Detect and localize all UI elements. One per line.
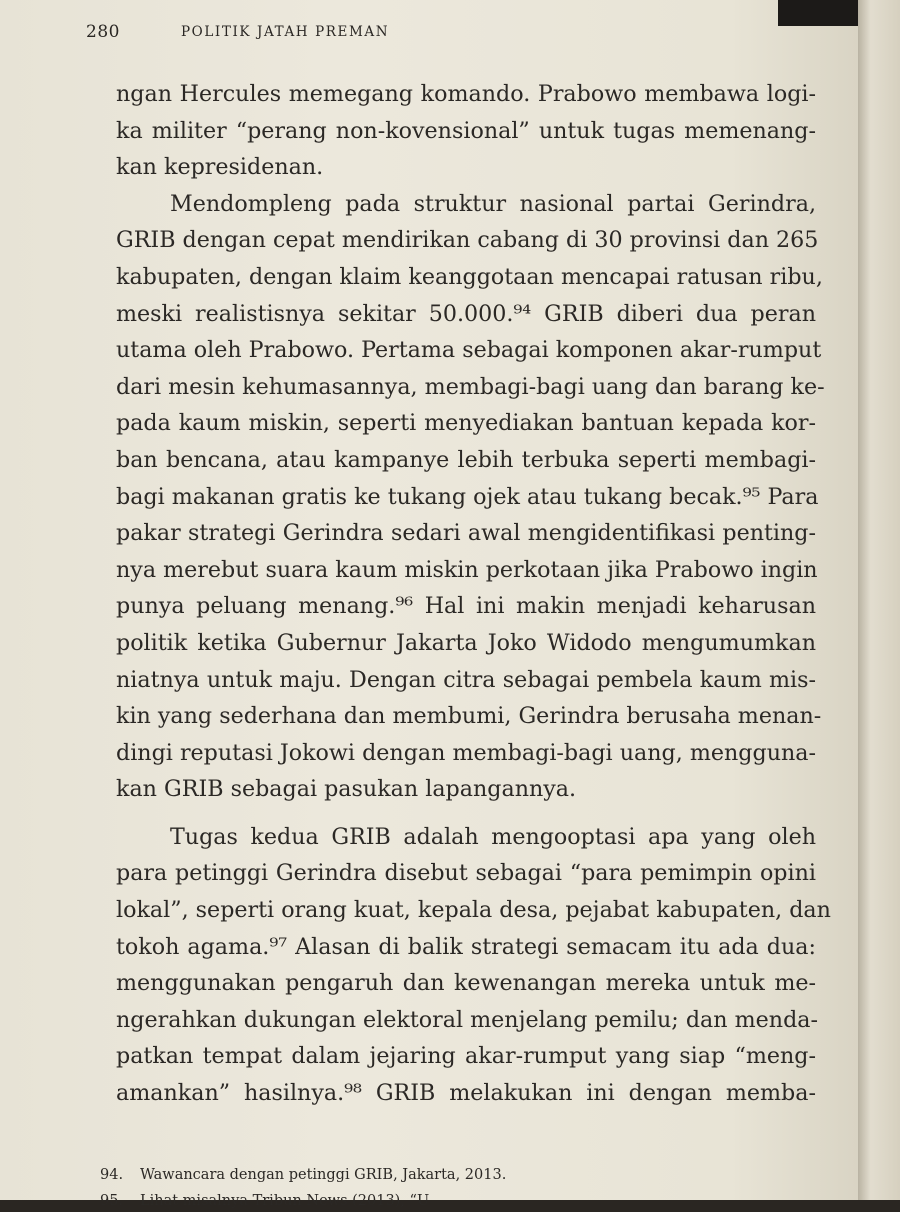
page-header xyxy=(86,20,646,50)
text-line: menggunakan pengaruh dan kewenangan mereka untuk me- xyxy=(116,970,816,997)
footnote-text: Lihat misalnya Tribun News (2013), “U xyxy=(140,1193,430,1209)
text-line: para petinggi Gerindra disebut sebagai “para pemimpin opini xyxy=(116,860,816,887)
text-line: kabupaten, dengan klaim keanggotaan mencapai ratusan ribu, xyxy=(116,263,823,290)
text-line: politik ketika Gubernur Jakarta Joko Widodo mengumumkan xyxy=(116,629,816,656)
text-line: punya peluang menang.⁹⁶ Hal ini makin menjadi keharusan xyxy=(116,593,816,620)
text-line: lokal”, seperti orang kuat, kepala desa, pejabat kabupaten, dan xyxy=(116,897,831,924)
text-line: kan kepresidenan. xyxy=(116,154,324,181)
text-line: tokoh agama.⁹⁷ Alasan di balik strategi semacam itu ada dua: xyxy=(116,933,816,960)
corner-shadow xyxy=(778,0,858,26)
text-line: Tugas kedua GRIB adalah mengooptasi apa yang oleh xyxy=(170,823,816,850)
footnote-number: 95. xyxy=(100,1193,124,1209)
footnote-number: 94. xyxy=(100,1167,124,1183)
text-line: ban bencana, atau kampanye lebih terbuka seperti membagi- xyxy=(116,446,816,473)
text-line: dingi reputasi Jokowi dengan membagi-bagi uang, mengguna- xyxy=(116,739,816,766)
footnote xyxy=(100,1164,800,1186)
page-number: 280 xyxy=(86,22,120,42)
text-line: pakar strategi Gerindra sedari awal mengidentifikasi penting- xyxy=(116,520,816,547)
footnotes xyxy=(100,1164,800,1212)
paragraph xyxy=(116,819,831,1112)
paragraph-gap xyxy=(116,808,816,819)
paragraph xyxy=(116,186,825,808)
text-line: utama oleh Prabowo. Pertama sebagai komponen akar-rumput xyxy=(116,337,822,364)
text-line: kan GRIB sebagai pasukan lapangannya. xyxy=(116,776,577,803)
paragraph xyxy=(116,76,816,186)
footnote-text: Wawancara dengan petinggi GRIB, Jakarta, 2013. xyxy=(140,1167,507,1183)
text-line: kin yang sederhana dan membumi, Gerindra berusaha menan- xyxy=(116,703,822,730)
text-line: pada kaum miskin, seperti menyediakan bantuan kepada kor- xyxy=(116,410,816,437)
body-text xyxy=(116,76,831,1112)
text-line: niatnya untuk maju. Dengan citra sebagai pembela kaum mis- xyxy=(116,666,816,693)
text-line: dari mesin kehumasannya, membagi-bagi uang dan barang ke- xyxy=(116,373,825,400)
text-line: bagi makanan gratis ke tukang ojek atau tukang becak.⁹⁵ Para xyxy=(116,483,819,510)
footnote xyxy=(100,1190,800,1212)
text-line: meski realistisnya sekitar 50.000.⁹⁴ GRIB diberi dua peran xyxy=(116,300,816,327)
text-line: patkan tempat dalam jejaring akar-rumput yang siap “meng- xyxy=(116,1043,816,1070)
text-line: ngerahkan dukungan elektoral menjelang pemilu; dan menda- xyxy=(116,1006,818,1033)
next-page-edge xyxy=(858,0,900,1200)
text-line: amankan” hasilnya.⁹⁸ GRIB melakukan ini dengan memba- xyxy=(116,1080,816,1107)
running-head: POLITIK JATAH PREMAN xyxy=(181,24,390,40)
text-line: nya merebut suara kaum miskin perkotaan jika Prabowo ingin xyxy=(116,556,818,583)
text-line: ka militer “perang non-kovensional” untuk tugas memenang- xyxy=(116,117,816,144)
text-line: ngan Hercules memegang komando. Prabowo membawa logi- xyxy=(116,81,816,107)
text-line: Mendompleng pada struktur nasional partai Gerindra, xyxy=(170,190,816,217)
text-line: GRIB dengan cepat mendirikan cabang di 30 provinsi dan 265 xyxy=(116,227,819,254)
